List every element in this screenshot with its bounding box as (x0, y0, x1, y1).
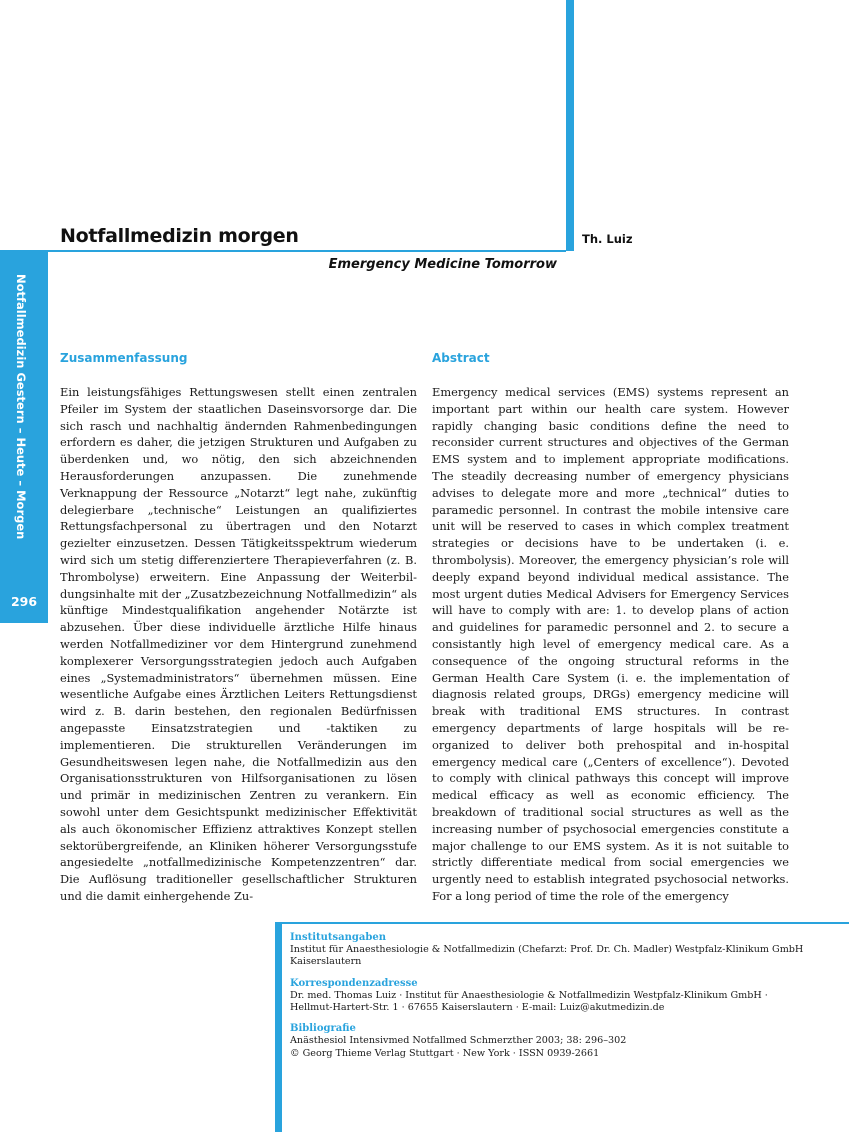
title-rule (0, 250, 566, 252)
correspondence-heading: Korrespondenzadresse (290, 977, 418, 989)
article-info-box (290, 932, 830, 1069)
correspondence-line: Dr. med. Thomas Luiz · Institut für Anaesthesiologie & Notfallmedizin Westpfalz-Klinikum GmbH · (290, 989, 768, 1001)
abstract-text: Emergency medical services (EMS) systems represent an important part within our health care system. However rapidly changing basic conditions define the need to reconsider current structures and objectives of the German EMS system and to implement appropriate modifications. The steadily decreasing number of emergency physicians advises to delegate more and more „technical“ duties to paramedic personnel. In contrast the mobile intensive care unit will be reserved to cases in which complex treatment strategies or decisions have to be undertaken (i. e. thrombolysis). Moreover, the emergency physician’s role will deeply expand beyond individual medical assistance. The most urgent duties Medical Advisers for Emergency Services will have to comply with are: 1. to develop plans of action and guidelines for paramedic personnel and 2. to secure a consistantly high level of emergency medical care. As a consequence of the ongoing structural reforms in the German Health Care System (i. e. the implementation of diagnosis related groups, DRGs) emergency medicine will break with traditional EMS structures. In contrast emergency departments of large hospitals will be reorganized to deliver both prehospital and in-hospital emergency medical care („Centers of excellence“). Devoted to comply with clinical pathways this concept will improve medical efficacy as well as economic efficiency. The breakdown of traditional social structures as well as the increasing number of psychosocial emergencies constitute a major challenge to our EMS system. As it is not suitable to strictly differentiate medical from social emergencies we urgently need to establish integrated psychosocial networks. For a long period of time the role of the emergency (432, 385, 789, 903)
institution-heading: Institutsangaben (290, 932, 386, 943)
section-label: Notfallmedizin Gestern – Heute – Morgen (14, 274, 28, 540)
info-box-rule (275, 922, 849, 924)
top-accent-bar (566, 0, 574, 251)
bibliography-line: © Georg Thieme Verlag Stuttgart · New York · ISSN 0939-2661 (290, 1047, 600, 1059)
bibliography-heading: Bibliografie (290, 1023, 356, 1035)
zusammenfassung-text: Ein leistungsfähiges Rettungswesen stellt einen zentralen Pfeiler im System der staatlichen Daseinsvorsorge dar. Die sich rasch und nachhaltig ändernden Rahmenbedingungen erfordern es daher, die jetzigen Strukturen und Aufgaben zu überdenken und, wo nötig, den sich abzeichnenden Herausforderungen anzupassen. Die zunehmende Verknappung der Ressource „Notarzt“ legt nahe, zukünftig delegierbare „technische“ Leistungen an qualifiziertes Rettungsfachpersonal zu übertragen und den Notarzt gezielter einzusetzen. Dessen Tätigkeitsspektrum wiederum wird sich um stetig differenziertere Therapieverfahren (z. B. Thrombolyse) erweitern. Eine Anpassung der Weiterbildungsinhalte mit der „Zusatzbezeichnung Notfallmedizin“ als künftige Mindestqualifikation angehender Notärzte ist abzusehen. Über diese individuelle ärztliche Hilfe hinaus werden Notfallmediziner vor dem Hintergrund zunehmend komplexerer Versorgungsstrategien jedoch auch Aufgaben eines „Systemadministrators“ übernehmen müssen. Eine wesentliche Aufgabe eines Ärztlichen Leiters Rettungsdienst wird z. B. darin bestehen, den regionalen Bedürfnissen angepasste Einsatzstrategien und -taktiken zu implementieren. Die strukturellen Veränderungen im Gesundheitswesen legen nahe, die Notfallmedizin aus den Organisationsstrukturen von Hilfsorganisationen zu lösen und primär in medizinischen Zentren zu verankern. Ein sowohl unter dem Gesichtspunkt medizinischer Effektivität als auch ökonomischer Effizienz attraktives Konzept stellen sektorübergreifende, an Kliniken höherer Versorgungsstufe angesiedelte „notfallmedizinische Kompetenzzentren“ dar. Die Auflösung traditioneller gesellschaftlicher Strukturen und die damit einhergehende Zu- (60, 385, 417, 903)
zusammenfassung-heading: Zusammenfassung (60, 351, 188, 365)
article-title: Notfallmedizin morgen (60, 225, 299, 247)
institution-line: Institut für Anaesthesiologie & Notfallmedizin (Chefarzt: Prof. Dr. Ch. Madler) Westpfalz-Klinikum GmbH (290, 944, 804, 956)
correspondence-block (290, 978, 830, 1015)
institution-block (290, 932, 830, 969)
abstract-heading: Abstract (432, 351, 490, 365)
info-box-bar (275, 923, 282, 1132)
author: Th. Luiz (582, 232, 633, 246)
institution-line: Kaiserslautern (290, 956, 362, 968)
english-title: Emergency Medicine Tomorrow (328, 257, 557, 272)
page-number: 296 (10, 594, 38, 609)
bibliography-block (290, 1023, 830, 1060)
correspondence-line: Hellmut-Hartert-Str. 1 · 67655 Kaiserslautern · E-mail: Luiz@akutmedizin.de (290, 1002, 665, 1014)
bibliography-line: Anästhesiol Intensivmed Notfallmed Schmerzther 2003; 38: 296–302 (290, 1035, 627, 1047)
